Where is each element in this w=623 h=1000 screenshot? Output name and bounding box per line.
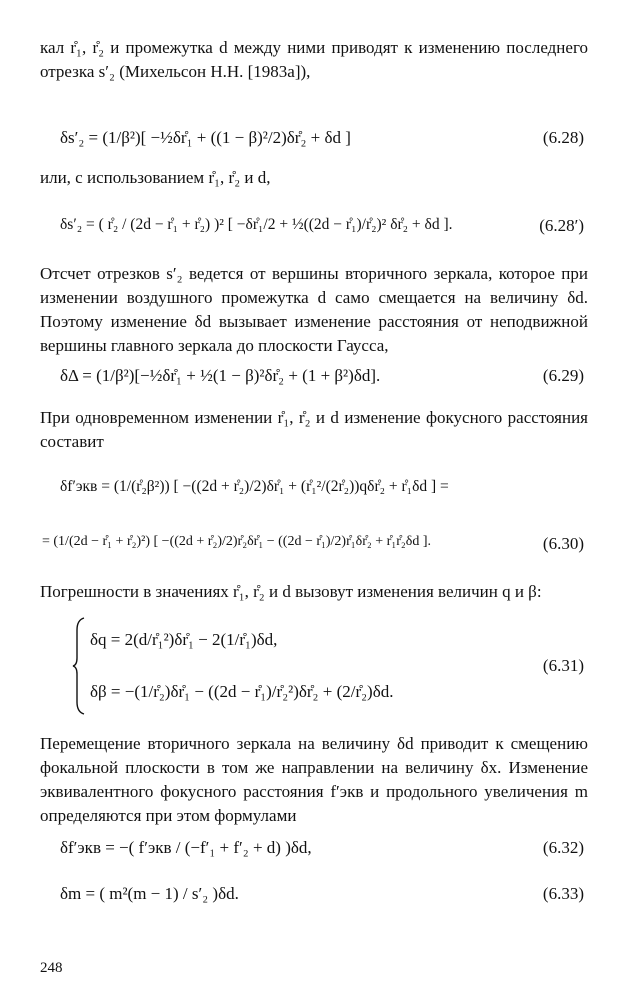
equation-6-30-line-1: [40, 466, 588, 510]
equation-6-31-number: (6.31): [542, 656, 584, 675]
equation-6-29: [40, 360, 588, 396]
equation-6-28-prime-number: (6.28′): [539, 216, 584, 235]
equation-6-29-number: (6.29): [542, 366, 584, 385]
page-number: 248: [40, 960, 63, 976]
equation-6-31: [40, 612, 588, 724]
equation-6-31-line-1: δq = 2(d/r̊₁²)δr̊₁ − 2(1/r̊₁)δd,: [90, 630, 278, 649]
paragraph-3: Отсчет отрезков s′₂ ведется от вершины вторичного зеркала, которое при изменении воздушного промежутка d само смещается на величину δd. Поэтому изменение δd вызывает изменение расстояния от неподвижной вершины главного зеркала до плоскости Гаусса,: [40, 264, 588, 355]
equation-6-32: [40, 828, 588, 868]
equation-6-33-number: (6.33): [542, 884, 584, 903]
equation-6-28-number: (6.28): [542, 128, 584, 147]
paragraph-1: кал r̊₁, r̊₂ и промежутка d между ними приводят к изменению последнего отрезка s′₂ (Михельсон Н.Н. [1983а]),: [40, 38, 588, 81]
equation-6-32-number: (6.32): [542, 838, 584, 857]
equation-6-30-line-2-body: = (1/(2d − r̊₁ + r̊₂)²) [ −((2d + r̊₂)/2)r̊₂δr̊₁ − ((2d − r̊₁)/2)r̊₁δr̊₂ + r̊₁r̊₂δd ].: [42, 534, 432, 549]
equation-6-33-body: δm = ( m²(m − 1) / s′₂ )δd.: [60, 884, 239, 903]
equation-6-33: [40, 874, 588, 914]
equation-6-28-body: δs′₂ = (1/β²)[ −½δr̊₁ + ((1 − β)²/2)δr̊₂ + δd ]: [60, 128, 351, 147]
paragraph-2: или, с использованием r̊₁, r̊₂ и d,: [40, 168, 271, 187]
left-brace: [72, 616, 86, 716]
equation-6-28-prime-body: δs′₂ = ( r̊₂ / (2d − r̊₁ + r̊₂) )² [ −δr̊₁/2 + ½((2d − r̊₁)/r̊₂)² δr̊₂ + δd ].: [60, 216, 453, 233]
equation-6-30-line-1-body: δf′экв = (1/(r̊₂β²)) [ −((2d + r̊₂)/2)δr̊₁ + (r̊₁²/(2r̊₂))qδr̊₂ + r̊₁δd ] =: [60, 478, 449, 495]
paragraph-5: Погрешности в значениях r̊₁, r̊₂ и d вызовут изменения величин q и β:: [40, 582, 542, 601]
equation-6-28: [40, 118, 588, 158]
paragraph-6: Перемещение вторичного зеркала на величину δd приводит к смещению фокальной плоскости в том же направлении на величину δx. Изменение эквивалентного фокусного расстояния f′экв и продольного увеличения m определяются при этом формулами: [40, 734, 588, 825]
equation-6-30-line-2: [40, 522, 588, 566]
equation-6-30-number: (6.30): [542, 534, 584, 553]
equation-6-28-prime: [40, 200, 588, 256]
equation-6-31-line-2: δβ = −(1/r̊₂)δr̊₁ − ((2d − r̊₁)/r̊₂²)δr̊₂ + (2/r̊₂)δd.: [90, 682, 394, 701]
equation-6-32-body: δf′экв = −( f′экв / (−f′₁ + f′₂ + d) )δd,: [60, 838, 312, 857]
paragraph-4: При одновременном изменении r̊₁, r̊₂ и d изменение фокусного расстояния составит: [40, 408, 588, 451]
equation-6-29-body: δΔ = (1/β²)[−½δr̊₁ + ½(1 − β)²δr̊₂ + (1 + β²)δd].: [60, 366, 381, 385]
